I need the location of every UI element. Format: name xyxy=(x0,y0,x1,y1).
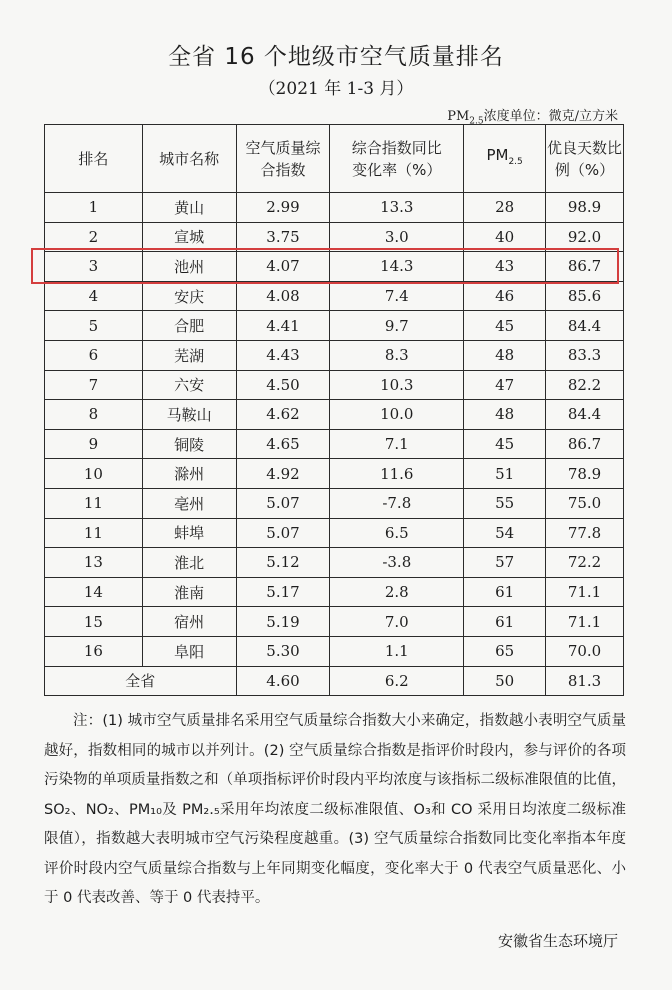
total-index: 4.60 xyxy=(236,666,330,696)
header-change xyxy=(330,125,464,193)
cell-good: 72.2 xyxy=(546,548,624,578)
table-row xyxy=(45,222,624,252)
cell-pm: 48 xyxy=(464,340,546,370)
unit-suffix: 浓度单位：微克/立方米 xyxy=(483,109,618,124)
cell-pm: 65 xyxy=(464,636,546,666)
cell-pm: 61 xyxy=(464,577,546,607)
cell-city: 安庆 xyxy=(142,281,236,311)
cell-rank: 11 xyxy=(45,488,143,518)
cell-city: 黄山 xyxy=(142,193,236,223)
header-good-line2: 例（%） xyxy=(554,160,615,179)
table-row xyxy=(45,193,624,223)
cell-index: 5.07 xyxy=(236,518,330,548)
cell-rank: 7 xyxy=(45,370,143,400)
header-pm-main: PM xyxy=(486,146,509,164)
cell-pm: 28 xyxy=(464,193,546,223)
header-rank: 排名 xyxy=(45,125,143,193)
cell-pm: 45 xyxy=(464,311,546,341)
unit-prefix: PM xyxy=(447,109,470,124)
cell-rank: 8 xyxy=(45,400,143,430)
header-index-line2: 合指数 xyxy=(260,160,306,179)
table-row xyxy=(45,488,624,518)
cell-rank: 15 xyxy=(45,607,143,637)
cell-city: 合肥 xyxy=(142,311,236,341)
cell-change: 6.5 xyxy=(330,518,464,548)
cell-city: 宿州 xyxy=(142,607,236,637)
cell-change: 14.3 xyxy=(330,252,464,282)
cell-good: 70.0 xyxy=(546,636,624,666)
page-title: 全省 16 个地级市空气质量排名 xyxy=(168,44,504,70)
cell-change: 2.8 xyxy=(330,577,464,607)
cell-index: 2.99 xyxy=(236,193,330,223)
header-index-line1: 空气质量综 xyxy=(245,138,321,157)
cell-index: 5.30 xyxy=(236,636,330,666)
cell-rank: 10 xyxy=(45,459,143,489)
cell-good: 92.0 xyxy=(546,222,624,252)
cell-index: 5.07 xyxy=(236,488,330,518)
total-label: 全省 xyxy=(45,666,237,696)
header-pm-sub: 2.5 xyxy=(508,157,523,167)
cell-good: 71.1 xyxy=(546,577,624,607)
cell-change: 7.0 xyxy=(330,607,464,637)
table-row xyxy=(45,518,624,548)
cell-index: 5.12 xyxy=(236,548,330,578)
cell-good: 83.3 xyxy=(546,340,624,370)
header-pm xyxy=(464,125,546,193)
header-city: 城市名称 xyxy=(142,125,236,193)
cell-rank: 3 xyxy=(45,252,143,282)
unit-sub: 2.5 xyxy=(469,116,484,127)
cell-good: 86.7 xyxy=(546,252,624,282)
cell-rank: 1 xyxy=(45,193,143,223)
cell-index: 4.08 xyxy=(236,281,330,311)
table-header-row xyxy=(45,125,624,193)
table-row xyxy=(45,636,624,666)
cell-rank: 5 xyxy=(45,311,143,341)
cell-pm: 57 xyxy=(464,548,546,578)
cell-pm: 51 xyxy=(464,459,546,489)
cell-good: 86.7 xyxy=(546,429,624,459)
cell-city: 滁州 xyxy=(142,459,236,489)
cell-index: 4.41 xyxy=(236,311,330,341)
header-change-line1: 综合指数同比 xyxy=(351,138,442,157)
cell-pm: 48 xyxy=(464,400,546,430)
cell-rank: 6 xyxy=(45,340,143,370)
cell-pm: 46 xyxy=(464,281,546,311)
header-good-line1: 优良天数比 xyxy=(547,138,623,157)
table-row xyxy=(45,459,624,489)
cell-city: 马鞍山 xyxy=(142,400,236,430)
cell-good: 71.1 xyxy=(546,607,624,637)
cell-change: 11.6 xyxy=(330,459,464,489)
cell-change: -7.8 xyxy=(330,488,464,518)
cell-city: 淮南 xyxy=(142,577,236,607)
table-row xyxy=(45,281,624,311)
cell-index: 4.07 xyxy=(236,252,330,282)
cell-pm: 54 xyxy=(464,518,546,548)
cell-change: 8.3 xyxy=(330,340,464,370)
cell-rank: 13 xyxy=(45,548,143,578)
table-total-row xyxy=(45,666,624,696)
header-index xyxy=(236,125,330,193)
header-change-line2: 变化率（%） xyxy=(352,160,442,179)
cell-change: 13.3 xyxy=(330,193,464,223)
cell-city: 宣城 xyxy=(142,222,236,252)
cell-index: 3.75 xyxy=(236,222,330,252)
table-row xyxy=(45,577,624,607)
ranking-table xyxy=(44,124,624,696)
cell-good: 84.4 xyxy=(546,311,624,341)
cell-rank: 14 xyxy=(45,577,143,607)
cell-city: 六安 xyxy=(142,370,236,400)
cell-rank: 4 xyxy=(45,281,143,311)
cell-pm: 55 xyxy=(464,488,546,518)
cell-city: 蚌埠 xyxy=(142,518,236,548)
cell-index: 4.92 xyxy=(236,459,330,489)
cell-pm: 40 xyxy=(464,222,546,252)
table-row xyxy=(45,400,624,430)
table-row xyxy=(45,252,624,282)
total-pm: 50 xyxy=(464,666,546,696)
cell-rank: 9 xyxy=(45,429,143,459)
cell-index: 5.19 xyxy=(236,607,330,637)
cell-index: 4.62 xyxy=(236,400,330,430)
cell-index: 4.43 xyxy=(236,340,330,370)
cell-rank: 16 xyxy=(45,636,143,666)
header-good-days xyxy=(546,125,624,193)
cell-pm: 43 xyxy=(464,252,546,282)
table-row xyxy=(45,311,624,341)
cell-good: 77.8 xyxy=(546,518,624,548)
cell-rank: 2 xyxy=(45,222,143,252)
cell-good: 82.2 xyxy=(546,370,624,400)
source-label: 安徽省生态环境厅 xyxy=(497,932,618,950)
cell-change: 9.7 xyxy=(330,311,464,341)
table-row xyxy=(45,548,624,578)
cell-pm: 45 xyxy=(464,429,546,459)
table-row xyxy=(45,370,624,400)
cell-change: 1.1 xyxy=(330,636,464,666)
cell-good: 98.9 xyxy=(546,193,624,223)
table-row xyxy=(45,340,624,370)
cell-change: 10.0 xyxy=(330,400,464,430)
cell-change: -3.8 xyxy=(330,548,464,578)
cell-city: 池州 xyxy=(142,252,236,282)
cell-rank: 11 xyxy=(45,518,143,548)
cell-pm: 47 xyxy=(464,370,546,400)
footnote: 注：(1) 城市空气质量排名采用空气质量综合指数大小来确定，指数越小表明空气质量越好，指数相同的城市以并列计。(2) 空气质量综合指数是指评价时段内，参与评价的各项污染物的单项质量指数之和（单项指标评价时段内平均浓度与该指标二级标准限值的比值，SO₂、NO₂、PM₁₀及 PM₂.₅采用年均浓度二级标准限值、O₃和 CO 采用日均浓度二级标准限值），指数越大表明城市空气污染程度越重。(3) 空气质量综合指数同比变化率指本年度评价时段内空气质量综合指数与上年同期变化幅度，变化率大于 0 代表空气质量恶化、小于 0 代表改善、等于 0 代表持平。 xyxy=(44,713,626,906)
cell-index: 5.17 xyxy=(236,577,330,607)
cell-city: 铜陵 xyxy=(142,429,236,459)
cell-index: 4.50 xyxy=(236,370,330,400)
cell-change: 3.0 xyxy=(330,222,464,252)
page-subtitle: （2021 年 1-3 月） xyxy=(258,79,414,99)
cell-city: 亳州 xyxy=(142,488,236,518)
total-change: 6.2 xyxy=(330,666,464,696)
table-row xyxy=(45,607,624,637)
cell-good: 85.6 xyxy=(546,281,624,311)
cell-good: 75.0 xyxy=(546,488,624,518)
cell-index: 4.65 xyxy=(236,429,330,459)
cell-good: 78.9 xyxy=(546,459,624,489)
cell-city: 芜湖 xyxy=(142,340,236,370)
table-row xyxy=(45,429,624,459)
cell-city: 淮北 xyxy=(142,548,236,578)
cell-pm: 61 xyxy=(464,607,546,637)
total-good: 81.3 xyxy=(546,666,624,696)
cell-change: 7.4 xyxy=(330,281,464,311)
cell-change: 10.3 xyxy=(330,370,464,400)
cell-change: 7.1 xyxy=(330,429,464,459)
cell-city: 阜阳 xyxy=(142,636,236,666)
cell-good: 84.4 xyxy=(546,400,624,430)
